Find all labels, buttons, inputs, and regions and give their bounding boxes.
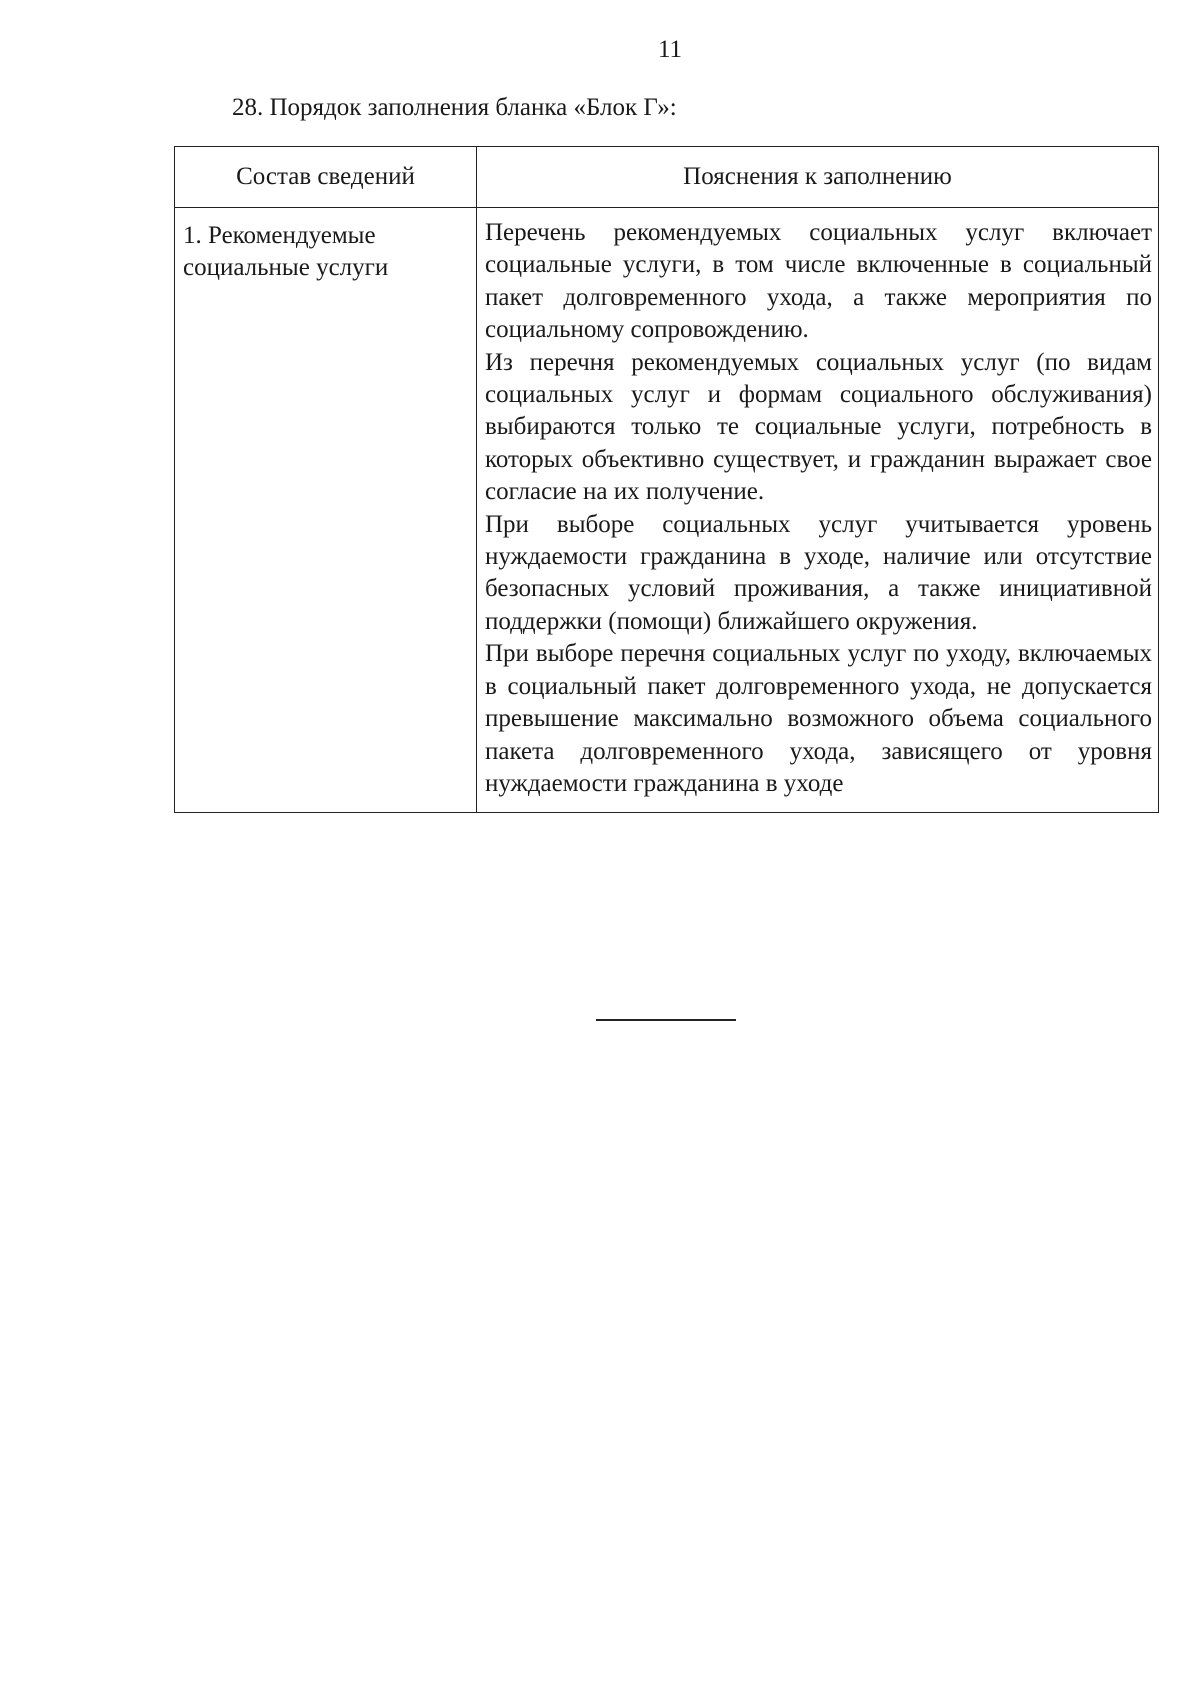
- page-number: 11: [657, 36, 683, 63]
- section-heading: 28. Порядок заполнения бланка «Блок Г»:: [232, 94, 677, 121]
- table-header-row: [175, 147, 1159, 208]
- filling-instructions-table: [174, 146, 1159, 813]
- explanation-paragraph: При выборе перечня социальных услуг по уходу, включаемых в социальный пакет долговременного ухода, не допускается превышение максимально возможного объема социального пакета долговременного ухода, зависящего от уровня нуждаемости гражданина в уходе: [485, 640, 1152, 797]
- end-of-document-rule: [596, 1019, 736, 1021]
- row-explanation: [477, 208, 1159, 813]
- explanation-paragraph: При выборе социальных услуг учитывается уровень нуждаемости гражданина в уходе, наличие или отсутствие безопасных условий проживания, а также инициативной поддержки (помощи) ближайшего окружения.: [485, 510, 1152, 635]
- column-header-composition: Состав сведений: [175, 147, 477, 208]
- column-header-explanations: Пояснения к заполнению: [477, 147, 1159, 208]
- table-row: [175, 208, 1159, 813]
- explanation-paragraph: Перечень рекомендуемых социальных услуг включает социальные услуги, в том числе включенные в социальный пакет долговременного ухода, а также мероприятия по социальному сопровождению.: [485, 219, 1152, 344]
- explanation-paragraph: Из перечня рекомендуемых социальных услуг (по видам социальных услуг и формам социального обслуживания) выбираются только те социальные услуги, потребность в которых объективно существует, и гражданин выражает свое согласие на их получение.: [485, 348, 1152, 506]
- row-item-name: 1. Рекомендуемые социальные услуги: [175, 208, 477, 813]
